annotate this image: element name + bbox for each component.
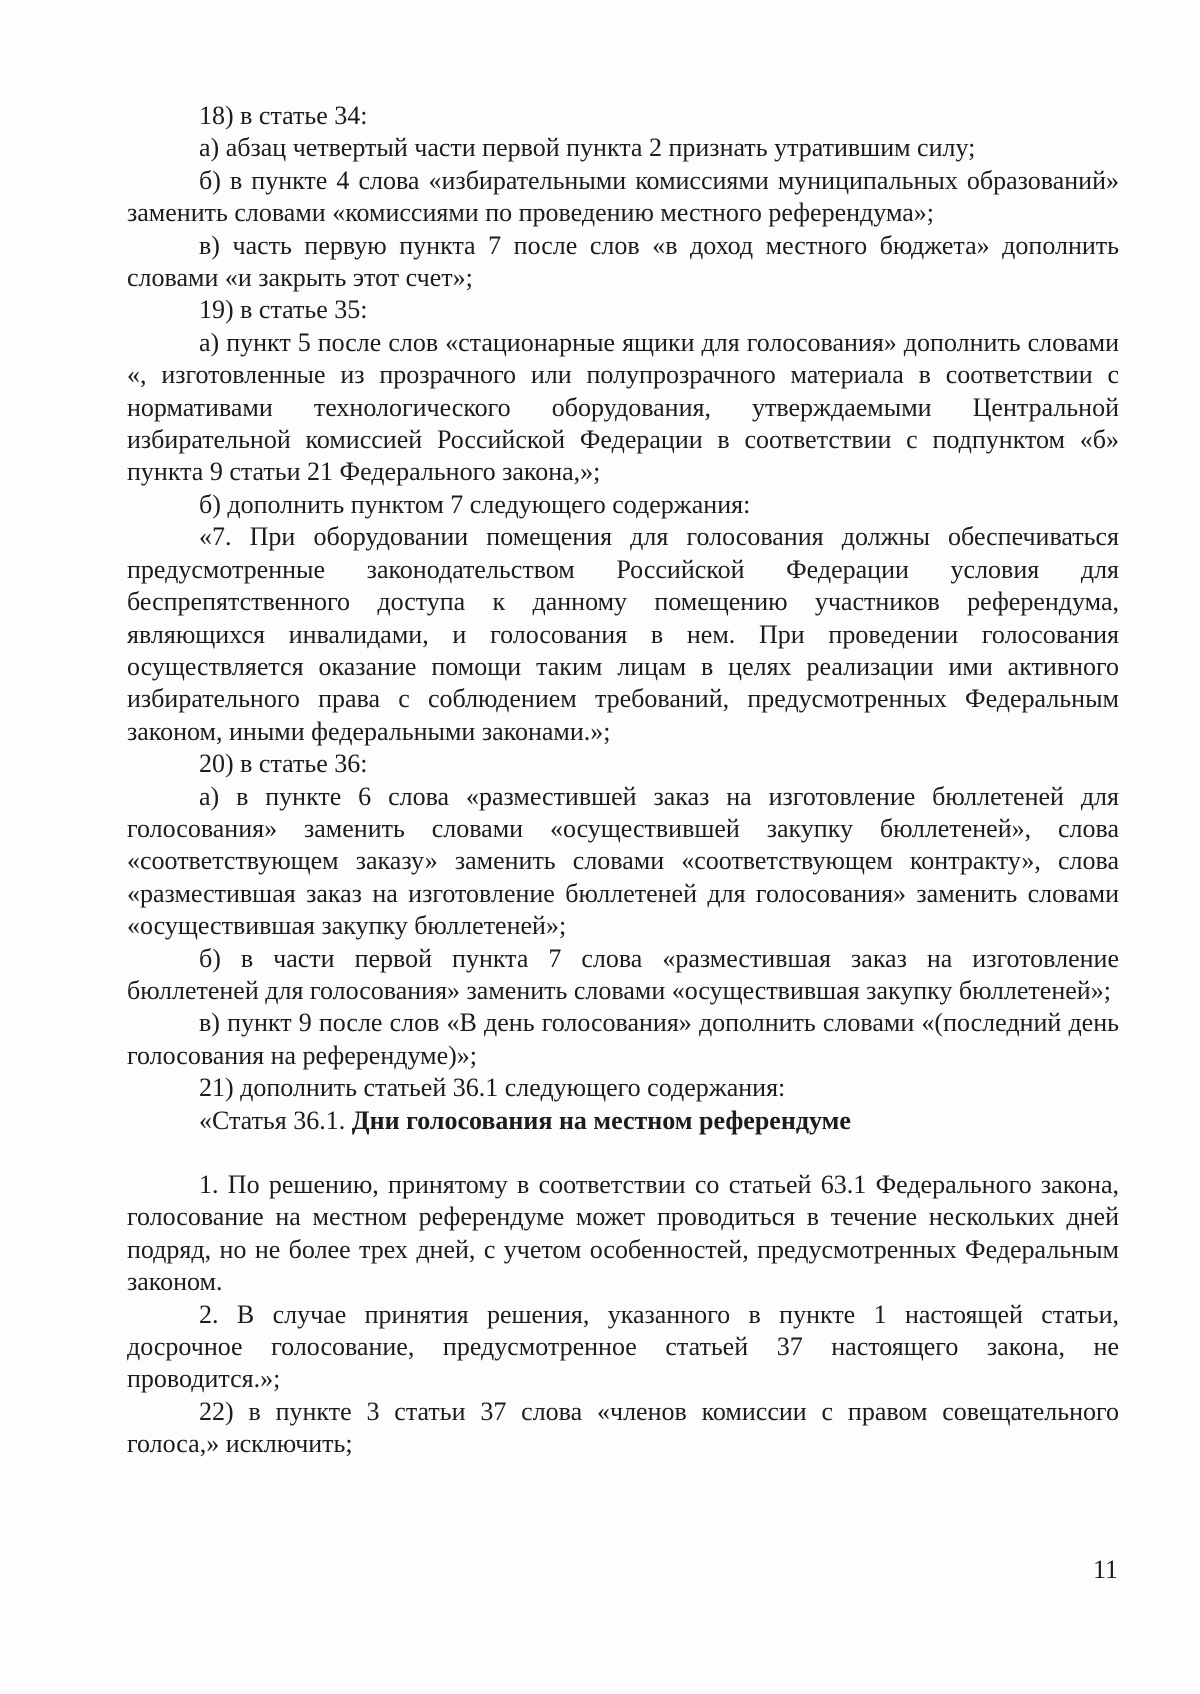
- paragraph: 20) в статье 36:: [199, 749, 368, 779]
- article-paragraph: 1. По решению, принятому в соответствии со статьей 63.1 Федерального закона, голосование на местном референдуме может проводиться в течение нескольких дней подряд, но не более трех дней, с учетом особенностей, предусмотренных Федеральным законом.: [127, 1170, 1119, 1297]
- article-heading-title: Дни голосования на местном референдуме: [351, 1105, 851, 1135]
- paragraph: а) абзац четвертый части первой пункта 2 признать утратившим силу;: [199, 133, 976, 163]
- paragraph: а) пункт 5 после слов «стационарные ящики для голосования» дополнить словами «, изготовленные из прозрачного или полупрозрачного материала в соответствии с нормативами технологического оборудования, утверждаемыми Центральной избирательной комиссией Российской Федерации в соответствии с подпунктом «б» пункта 9 статьи 21 Федерального закона,»;: [127, 327, 1119, 487]
- article-heading: [127, 1105, 1119, 1137]
- paragraph: в) часть первую пункта 7 после слов «в доход местного бюджета» дополнить словами «и закрыть этот счет»;: [127, 230, 1119, 293]
- paragraph: 19) в статье 35:: [199, 295, 368, 325]
- article-paragraph: 22) в пункте 3 статьи 37 слова «членов комиссии с правом совещательного голоса,» исключить;: [127, 1396, 1119, 1459]
- article-paragraph: 2. В случае принятия решения, указанного в пункте 1 настоящей статьи, досрочное голосование, предусмотренное статьей 37 настоящего закона, не проводится.»;: [127, 1299, 1119, 1394]
- page-number: 11: [1092, 1555, 1118, 1584]
- document-body: [127, 100, 1119, 1461]
- paragraph: б) в пункте 4 слова «избирательными комиссиями муниципальных образований» заменить словами «комиссиями по проведению местного референдума»;: [127, 165, 1119, 228]
- paragraph: б) в части первой пункта 7 слова «разместившая заказ на изготовление бюллетеней для голосования» заменить словами «осуществившая закупку бюллетеней»;: [127, 943, 1119, 1005]
- article-heading-prefix: «Статья 36.1.: [199, 1105, 352, 1135]
- paragraph: а) в пункте 6 слова «разместившей заказ на изготовление бюллетеней для голосования» заменить словами «осуществившей закупку бюллетеней», слова «соответствующем заказу» заменить словами «соответствующем контракту», слова «разместившая заказ на изготовление бюллетеней для голосования» заменить словами «осуществившая закупку бюллетеней»;: [127, 781, 1119, 941]
- paragraph: 21) дополнить статьей 36.1 следующего содержания:: [199, 1073, 786, 1103]
- paragraph: «7. При оборудовании помещения для голосования должны обеспечиваться предусмотренные законодательством Российской Федерации условия для беспрепятственного доступа к данному помещению участников референдума, являющихся инвалидами, и голосования в нем. При проведении голосования осуществляется оказание помощи таким лицам в целях реализации ими активного избирательного права с соблюдением требований, предусмотренных Федеральным законом, иными федеральными законами.»;: [127, 522, 1119, 746]
- paragraph: б) дополнить пунктом 7 следующего содержания:: [199, 489, 751, 519]
- paragraph: 18) в статье 34:: [199, 101, 368, 130]
- paragraph: в) пункт 9 после слов «В день голосования» дополнить словами «(последний день голосования на референдуме)»;: [127, 1008, 1119, 1070]
